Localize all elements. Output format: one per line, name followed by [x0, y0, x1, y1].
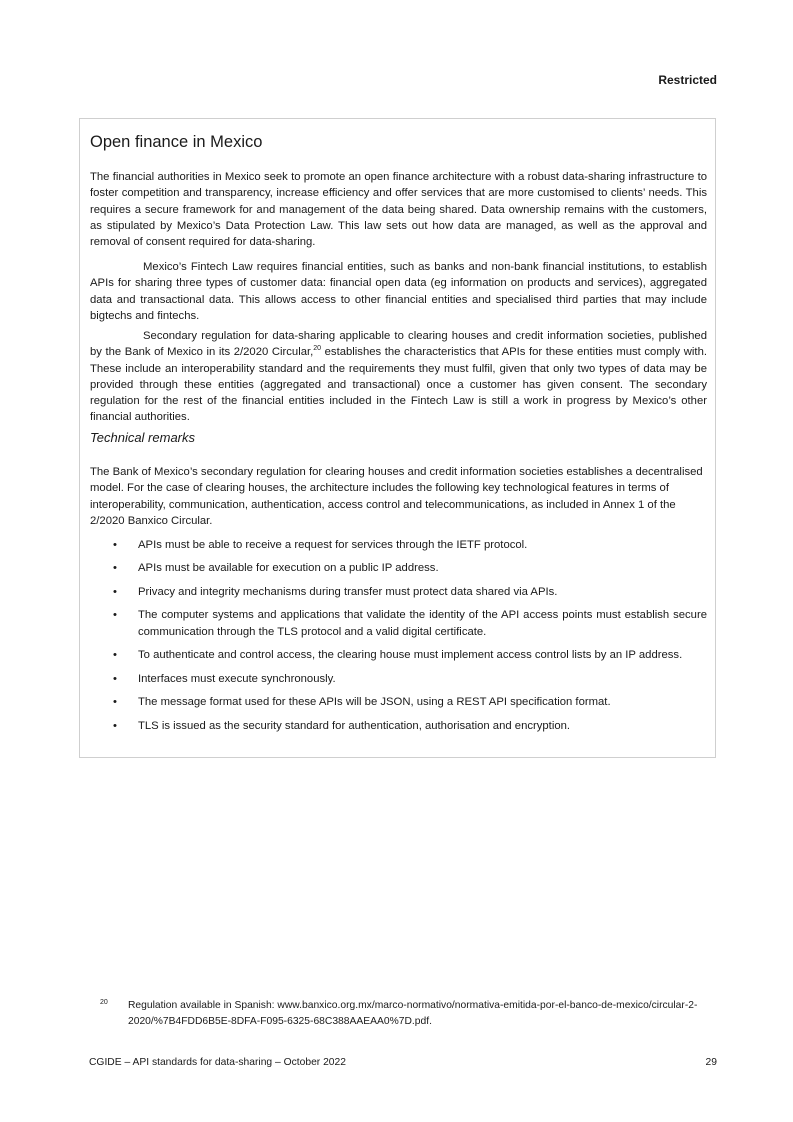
- paragraph-technical-remarks: The Bank of Mexico’s secondary regulation for clearing houses and credit information societies establishes a decentralised model. For the case of clearing houses, the architecture includes the following key technological features in terms of interoperability, communication, authentication, access control and telecommunications, as included in Annex 1 of the 2/2020 Banxico Circular.: [90, 466, 703, 527]
- footer-document-title: CGIDE – API standards for data-sharing – October 2022: [89, 1057, 346, 1068]
- subheading-technical-remarks: Technical remarks: [90, 430, 196, 445]
- box-title: Open finance in Mexico: [90, 133, 263, 151]
- page-number: 29: [705, 1057, 717, 1068]
- paragraph-secondary-regulation-part1: Secondary regulation for data-sharing applicable to clearing houses and credit information societies, published by the Bank of Mexico in its 2/2020 Circular,: [90, 330, 707, 359]
- list-item: • Interfaces must execute synchronously.: [90, 671, 707, 687]
- list-item: • The computer systems and applications that validate the identity of the API access points must establish secure communication through the TLS protocol and a valid digital certificate.: [90, 607, 707, 640]
- paragraph-intro: The financial authorities in Mexico seek to promote an open finance architecture with a robust data-sharing infrastructure to foster competition and transparency, increase efficiency and offer services that are more customised to clients’ needs. This requires a secure framework for and management of the data being shared. Data ownership remains with the customers, as stipulated by Mexico’s Data Protection Law. This law sets out how data are managed, as well as the approval and removal of consent required for data-sharing.: [90, 171, 707, 249]
- paragraph-secondary-regulation: [90, 328, 707, 426]
- footnote-text: Regulation available in Spanish: www.banxico.org.mx/marco-normativo/normativa-emitida-por-el-banco-de-mexico/circular-2-2020/%7B4FDD6B5E-8DFA-F095-6325-68C388AAEAA0%7D.pdf.: [128, 1000, 698, 1027]
- footnote-number: 20: [100, 999, 108, 1006]
- footnote-reference-20: 20: [313, 345, 322, 353]
- list-item: • To authenticate and control access, the clearing house must implement access control lists by an IP address.: [90, 647, 707, 663]
- open-finance-box: [79, 118, 716, 758]
- classification-label: Restricted: [658, 73, 717, 87]
- list-item: • APIs must be able to receive a request for services through the IETF protocol.: [90, 537, 707, 553]
- list-item: • Privacy and integrity mechanisms during transfer must protect data shared via APIs.: [90, 584, 707, 600]
- list-item: • The message format used for these APIs will be JSON, using a REST API specification format.: [90, 694, 707, 710]
- list-item: • APIs must be available for execution on a public IP address.: [90, 560, 707, 576]
- paragraph-fintech-law: Mexico’s Fintech Law requires financial entities, such as banks and non-bank financial institutions, to establish APIs for sharing three types of customer data: financial open data (eg information on products and services), aggregated data and transactional data. This allows access to other financial entities and specialised third parties that may include bigtechs and fintechs.: [90, 261, 707, 322]
- list-item: • TLS is issued as the security standard for authentication, authorisation and encryption.: [90, 718, 707, 734]
- requirements-list: [90, 537, 707, 741]
- paragraph-secondary-regulation-part2: establishes the characteristics that APIs for these entities must comply with. These include an interoperability standard and the requirements they must fulfil, given that only two types of data may be provided through these entities (aggregated and transactional) once a customer has given consent. The secondary regulation for the rest of the financial entities included in the Fintech Law is still a work in progress by Mexico’s other financial authorities.: [90, 346, 707, 424]
